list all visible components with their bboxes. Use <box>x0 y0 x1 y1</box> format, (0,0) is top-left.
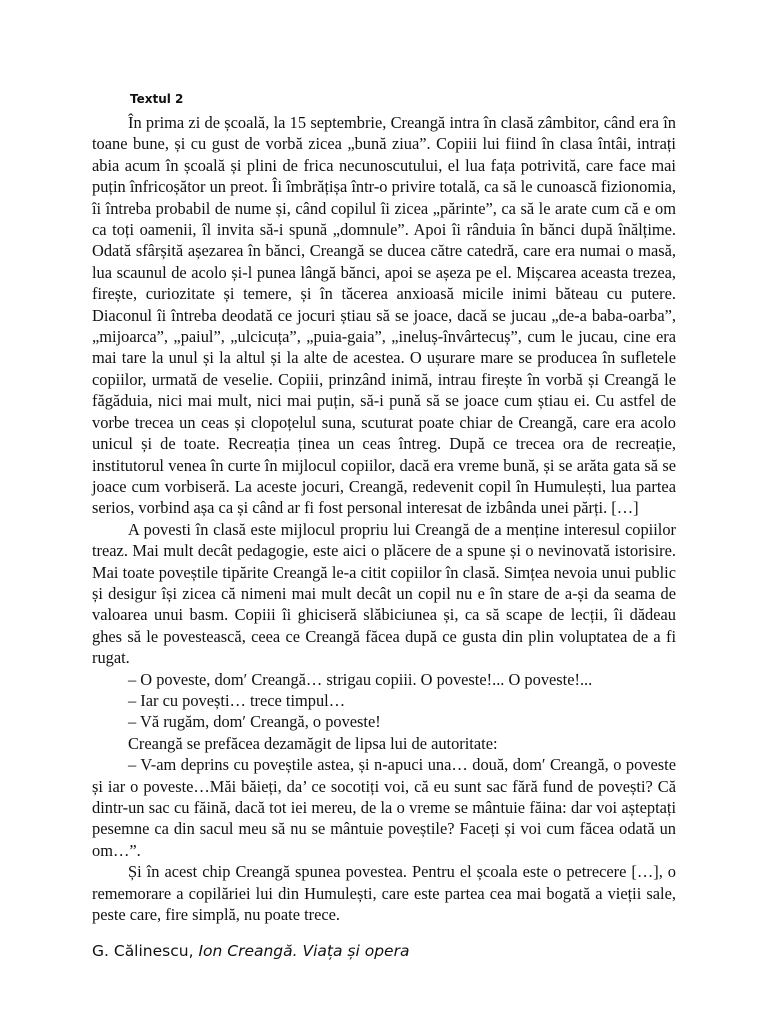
dialogue-line-3: – Vă rugăm, domʹ Creangă, o poveste! <box>128 712 381 732</box>
quote-paragraph: – V-am deprins cu poveștile astea, și n-apuci una… două, domʹ Creangă, o poveste și iar o poveste…Măi băieți, da’ ce socotiți voi, că eu sunt sac fără fund de povești? Că dintr-un sac cu făină, dacă tot iei mereu, de la o vreme se mântuie făina: dar voi așteptați pesemne ca din sacul meu să nu se mântuie poveștile? Faceți și voi cum făcea odată un om…”. <box>92 755 676 860</box>
paragraph-first-day: În prima zi de școală, la 15 septembrie, Creangă intra în clasă zâmbitor, când era în toane bune, și cu gust de vorbă zicea „bună ziua”. Copiii lui fiind în clasa întâi, intrați abia acum în școală și plini de frica necunoscutului, el lua fața potrivită, care face mai puțin înfricoșător un preot. Îi îmbrățișa într-o privire totală, ca să le cunoască fizionomia, îi întreba probabil de nume și, când copilul îi zicea „părinte”, ca să le arate cum că e om ca toți oamenii, îl invita să-i spună „domnule”. Apoi îi rânduia în bănci după înălțime. Odată sfârșită așezarea în bănci, Creangă se ducea către catedră, care era numai o masă, lua scaunul de acolo și-l punea lângă bănci, apoi se așeza pe el. Mișcarea aceasta trezea, firește, curiozitate și temere, și în tăcerea anxioasă micile inimi băteau cu putere. Diaconul îi întreba deodată ce jocuri știau să se joace, dacă se jucau „de-a baba-oarba”, „mijoarca”, „paiul”, „ulcicuța”, „puia-gaia”, „ineluș-învârtecuș”, cum le jucau, cine era mai tare la unul și la altul și la alte de acestea. O ușurare mare se producea în sufletele copiilor, urmată de veselie. Copiii, prinzând inimă, intrau firește în vorbă și Creangă le făgăduia, nici mai mult, nici mai puțin, să-i pună să se joace cum știau ei. Cu astfel de vorbe trecea un ceas și clopoțelul suna, scuturat poate chiar de Creangă, care era acolo unicul și de toate. Recreația ținea un ceas întreg. După ce trecea ora de recreație, institutorul venea în curte în mijlocul copiilor, dacă era vreme bună, și se arăta gata să se joace cum vorbiseră. La aceste jocuri, Creangă, redevenit copil în Humulești, lua partea serios, vorbind așa ca și când ar fi fost personal interesat de izbânda unei părți. […] <box>92 113 676 518</box>
dialogue-line-1: – O poveste, domʹ Creangă… strigau copiii. O poveste!... O poveste!... <box>128 669 593 689</box>
paragraph-storytelling: A povesti în clasă este mijlocul propriu lui Creangă de a menține interesul copiilor treaz. Mai mult decât pedagogie, este aici o plăcere de a spune și o nevinovată istorisire. Mai toate poveștile tipărite Creangă le-a citit copiilor în clasă. Simțea nevoia unui public și desigur își zicea că nimeni mai mult decât un copil nu e în stare de a-și da seama de valoarea unui basm. Copiii îi ghiciseră slăbiciunea și, ca să scape de lecții, îi dădeau ghes să le povestească, ceea ce Creangă făcea după ce gusta din plin voluptatea de a fi rugat. <box>92 519 676 668</box>
closing-paragraph: Și în acest chip Creangă spunea povestea. Pentru el școala este o petrecere […], o rememorare a copilăriei lui din Humulești, care este partea cea mai bogată a vieții sale, peste care, fire simplă, nu poate trece. <box>92 862 676 925</box>
body-text <box>92 112 676 925</box>
dialogue-line-2: – Iar cu povești… trece timpul… <box>128 690 346 710</box>
text-heading: Textul 2 <box>130 92 184 106</box>
citation-work-title: Ion Creangă. Viața și opera <box>198 942 410 960</box>
narration-line: Creangă se prefăcea dezamăgit de lipsa lui de autoritate: <box>128 733 498 753</box>
source-citation <box>92 941 409 961</box>
citation-author: G. Călinescu, <box>92 942 199 960</box>
